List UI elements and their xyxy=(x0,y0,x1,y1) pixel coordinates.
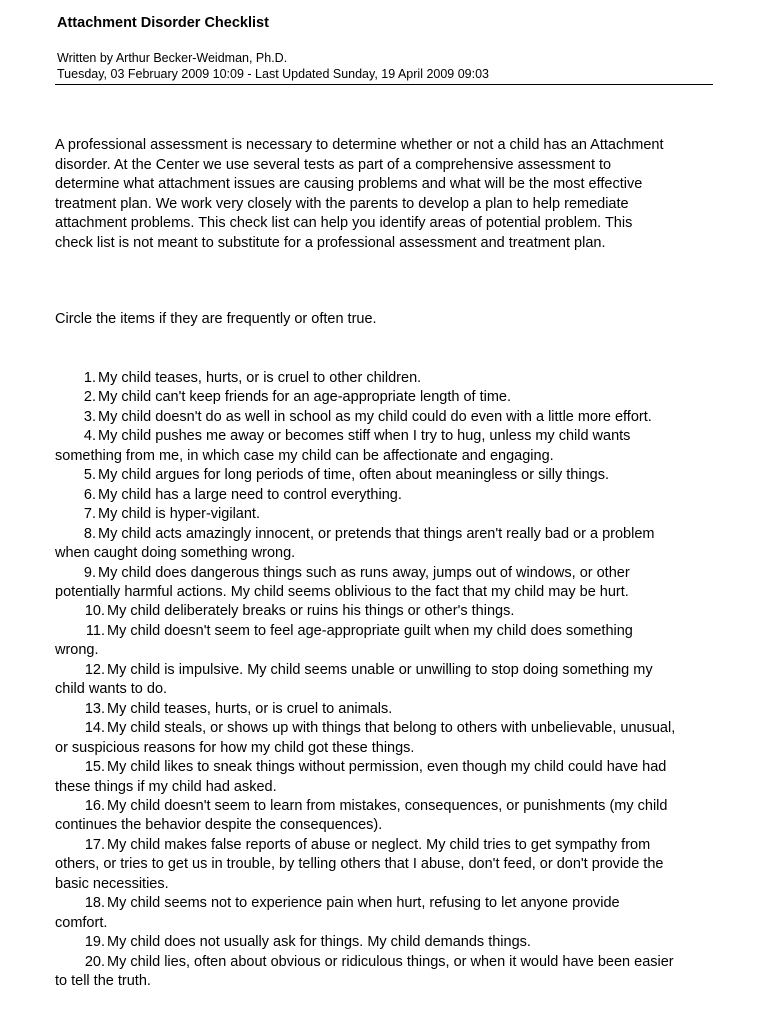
checklist-item xyxy=(55,894,725,933)
intro-line: A professional assessment is necessary to determine whether or not a child has an Attachment xyxy=(55,137,664,153)
item-number: 10. xyxy=(84,603,105,620)
item-text: My child doesn't seem to learn from mistakes, consequences, or punishments (my child xyxy=(107,797,668,814)
instruction-text: Circle the items if they are frequently or often true. xyxy=(55,311,377,327)
checklist-item xyxy=(55,758,725,797)
item-number: 1. xyxy=(83,370,96,386)
item-text: My child is impulsive. My child seems unable or unwilling to stop doing something my xyxy=(107,661,653,678)
item-text: My child teases, hurts, or is cruel to other children. xyxy=(98,370,422,386)
item-continuation-line: comfort. xyxy=(55,914,108,931)
item-continuation-line: child wants to do. xyxy=(55,681,168,698)
item-first-line xyxy=(55,369,725,388)
document-title: Attachment Disorder Checklist xyxy=(57,15,269,31)
document-meta xyxy=(57,50,489,82)
checklist-item xyxy=(55,427,725,466)
item-first-line xyxy=(55,661,725,680)
checklist-item xyxy=(55,622,725,661)
item-first-line xyxy=(55,564,725,583)
item-text: My child teases, hurts, or is cruel to animals. xyxy=(107,700,393,717)
item-number: 12. xyxy=(84,661,105,678)
item-number: 14. xyxy=(84,720,105,737)
item-continuation-line: to tell the truth. xyxy=(55,973,151,990)
item-text: My child pushes me away or becomes stiff when I try to hug, unless my child wants xyxy=(98,428,631,445)
header-divider xyxy=(55,84,713,85)
checklist-item xyxy=(55,661,725,700)
checklist-item xyxy=(55,602,725,621)
item-number: 4. xyxy=(83,428,96,445)
item-first-line xyxy=(55,486,725,505)
item-text: My child likes to sneak things without permission, even though my child could have had xyxy=(107,759,667,776)
checklist xyxy=(55,369,725,992)
item-continuation-line: something from me, in which case my child can be affectionate and engaging. xyxy=(55,447,554,464)
checklist-item xyxy=(55,700,725,719)
item-number: 11. xyxy=(85,622,105,639)
item-first-line xyxy=(55,700,725,719)
item-text: My child argues for long periods of time, often about meaningless or silly things. xyxy=(98,467,609,484)
item-text: My child does not usually ask for things. My child demands things. xyxy=(107,934,531,951)
item-number: 9. xyxy=(83,564,96,581)
item-first-line xyxy=(55,622,725,641)
item-first-line xyxy=(55,505,725,524)
item-number: 18. xyxy=(84,895,105,912)
checklist-item xyxy=(55,933,725,952)
item-text: My child steals, or shows up with things that belong to others with unbelievable, unusual, xyxy=(107,720,676,737)
item-continuation-line: these things if my child had asked. xyxy=(55,778,277,795)
item-text: My child makes false reports of abuse or neglect. My child tries to get sympathy from xyxy=(107,836,651,853)
item-number: 16. xyxy=(84,797,105,814)
intro-line: treatment plan. We work very closely with the parents to develop a plan to help remediate xyxy=(55,195,629,212)
checklist-item xyxy=(55,505,725,524)
checklist-item xyxy=(55,953,725,992)
item-text: My child has a large need to control everything. xyxy=(98,486,402,503)
item-continuation-line: continues the behavior despite the consequences). xyxy=(55,817,383,834)
item-number: 7. xyxy=(83,506,96,523)
item-text: My child doesn't seem to feel age-appropriate guilt when my child does something xyxy=(107,622,633,639)
checklist-item xyxy=(55,797,725,836)
checklist-item xyxy=(55,466,725,485)
item-text: My child seems not to experience pain when hurt, refusing to let anyone provide xyxy=(107,895,620,912)
item-first-line xyxy=(55,719,725,738)
checklist-item xyxy=(55,564,725,603)
item-number: 5. xyxy=(83,467,96,484)
item-text: My child lies, often about obvious or ridiculous things, or when it would have been easier xyxy=(107,953,674,970)
author-line: Written by Arthur Becker-Weidman, Ph.D. xyxy=(57,51,288,65)
item-continuation-line: or suspicious reasons for how my child got these things. xyxy=(55,739,415,756)
item-number: 17. xyxy=(84,836,105,853)
item-first-line xyxy=(55,953,725,972)
item-number: 8. xyxy=(83,525,96,542)
item-number: 15. xyxy=(84,759,105,776)
item-continuation-line: when caught doing something wrong. xyxy=(55,545,296,562)
checklist-item xyxy=(55,719,725,758)
item-first-line xyxy=(55,427,725,446)
item-text: My child doesn't do as well in school as my child could do even with a little more effort. xyxy=(98,408,652,425)
item-number: 19. xyxy=(84,934,105,951)
item-number: 6. xyxy=(83,486,96,503)
checklist-item xyxy=(55,525,725,564)
item-first-line xyxy=(55,894,725,913)
checklist-item xyxy=(55,408,725,427)
item-continuation-line: potentially harmful actions. My child seems oblivious to the fact that my child may be hurt. xyxy=(55,583,629,600)
item-first-line xyxy=(55,466,725,485)
item-first-line xyxy=(55,525,725,544)
item-first-line xyxy=(55,388,725,407)
item-text: My child deliberately breaks or ruins his things or other's things. xyxy=(107,603,515,620)
item-first-line xyxy=(55,836,725,855)
intro-line: disorder. At the Center we use several tests as part of a comprehensive assessment to xyxy=(55,156,612,173)
item-continuation-line: others, or tries to get us in trouble, by telling others that I abuse, don't feed, or don't provide the xyxy=(55,856,664,873)
intro-paragraph xyxy=(55,136,725,253)
checklist-item xyxy=(55,388,725,407)
item-number: 2. xyxy=(83,389,96,406)
checklist-item xyxy=(55,836,725,894)
item-first-line xyxy=(55,758,725,777)
intro-line: attachment problems. This check list can help you identify areas of potential problem. This xyxy=(55,215,633,231)
item-text: My child is hyper-vigilant. xyxy=(98,506,260,523)
date-line: Tuesday, 03 February 2009 10:09 - Last Updated Sunday, 19 April 2009 09:03 xyxy=(57,67,490,81)
item-text: My child acts amazingly innocent, or pretends that things aren't really bad or a problem xyxy=(98,525,655,542)
item-number: 20. xyxy=(84,953,105,970)
item-text: My child does dangerous things such as runs away, jumps out of windows, or other xyxy=(98,564,630,581)
item-continuation-line: basic necessities. xyxy=(55,875,169,892)
item-text: My child can't keep friends for an age-appropriate length of time. xyxy=(98,389,512,406)
item-number: 3. xyxy=(83,408,96,425)
item-number: 13. xyxy=(84,700,105,717)
checklist-item xyxy=(55,486,725,505)
item-first-line xyxy=(55,933,725,952)
item-first-line xyxy=(55,408,725,427)
item-first-line xyxy=(55,797,725,816)
item-continuation-line: wrong. xyxy=(55,642,99,659)
item-first-line xyxy=(55,602,725,621)
intro-line: check list is not meant to substitute for a professional assessment and treatment plan. xyxy=(55,234,606,251)
checklist-item xyxy=(55,369,725,388)
intro-line: determine what attachment issues are causing problems and what will be the most effective xyxy=(55,176,643,192)
